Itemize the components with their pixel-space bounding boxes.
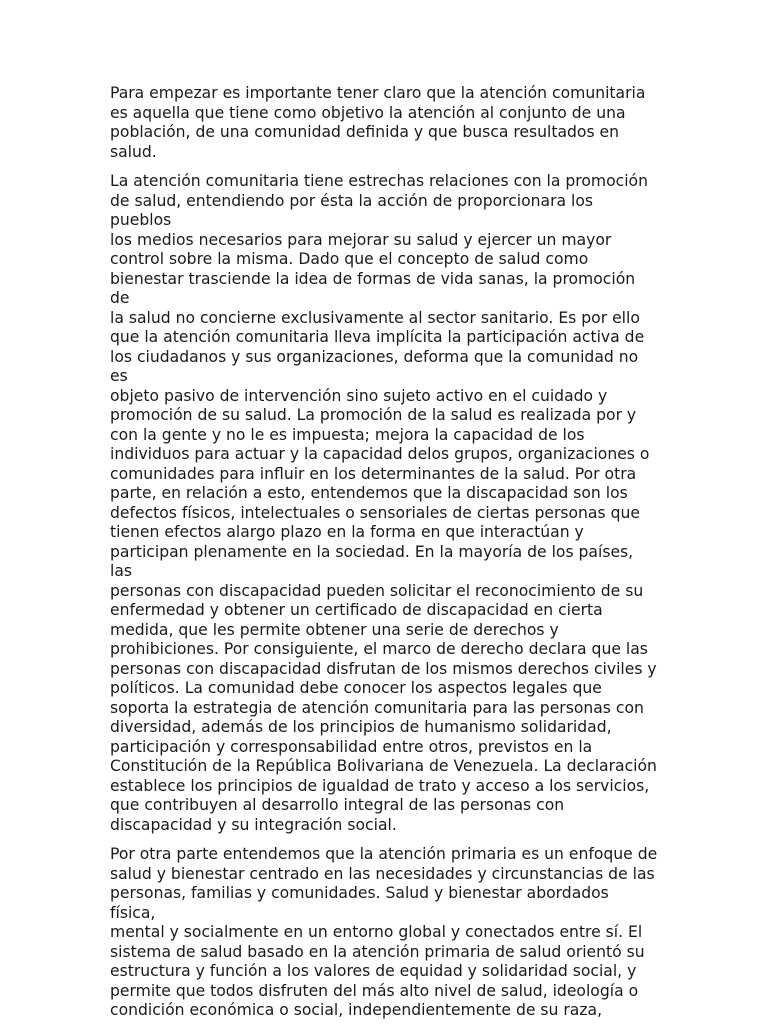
paragraph-primary-care: Por otra parte entendemos que la atención primaria es un enfoque de salud y bienestar centrado en las necesidades y circunstancias de las personas, familias y comunidades. Salud y bienestar abordados física, mental y socialmente en un entorno global y conectados entre sí. El sistema de salud basado en la atención primaria de salud orientó su estructura y función a los valores de equidad y solidaridad social, y permite que todos disfruten del más alto nivel de salud, ideología o condición económica o social, independientemente de su raza,	[110, 845, 658, 1019]
document-page	[110, 84, 658, 1031]
paragraph-community-care: La atención comunitaria tiene estrechas relaciones con la promoción de salud, entendiendo por ésta la acción de proporcionara los pueblos los medios necesarios para mejorar su salud y ejercer un mayor control sobre la misma. Dado que el concepto de salud como bienestar trasciende la idea de formas de vida sanas, la promoción de la salud no concierne exclusivamente al sector sanitario. Es por ello que la atención comunitaria lleva implícita la participación activa de los ciudadanos y sus organizaciones, deforma que la comunidad no es objeto pasivo de intervención sino sujeto activo en el cuidado y promoción de su salud. La promoción de la salud es realizada por y con la gente y no le es impuesta; mejora la capacidad de los individuos para actuar y la capacidad delos grupos, organizaciones o comunidades para influir en los determinantes de la salud. Por otra parte, en relación a esto, entendemos que la discapacidad son los defectos físicos, intelectuales o sensoriales de ciertas personas que tienen efectos alargo plazo en la forma en que interactúan y participan plenamente en la sociedad. En la mayoría de los países, las personas con discapacidad pueden solicitar el reconocimiento de su enfermedad y obtener un certificado de discapacidad en cierta medida, que les permite obtener una serie de derechos y prohibiciones. Por consiguiente, el marco de derecho declara que las personas con discapacidad disfrutan de los mismos derechos civiles y políticos. La comunidad debe conocer los aspectos legales que soporta la estrategia de atención comunitaria para las personas con diversidad, además de los principios de humanismo solidaridad, participación y corresponsabilidad entre otros, previstos en la Constitución de la República Bolivariana de Venezuela. La declaración establece los principios de igualdad de trato y acceso a los servicios, que contribuyen al desarrollo integral de las personas con discapacidad y su integración social.	[110, 172, 657, 834]
paragraph-intro: Para empezar es importante tener claro que la atención comunitaria es aquella que tiene como objetivo la atención al conjunto de una población, de una comunidad definida y que busca resultados en salud.	[110, 84, 646, 161]
